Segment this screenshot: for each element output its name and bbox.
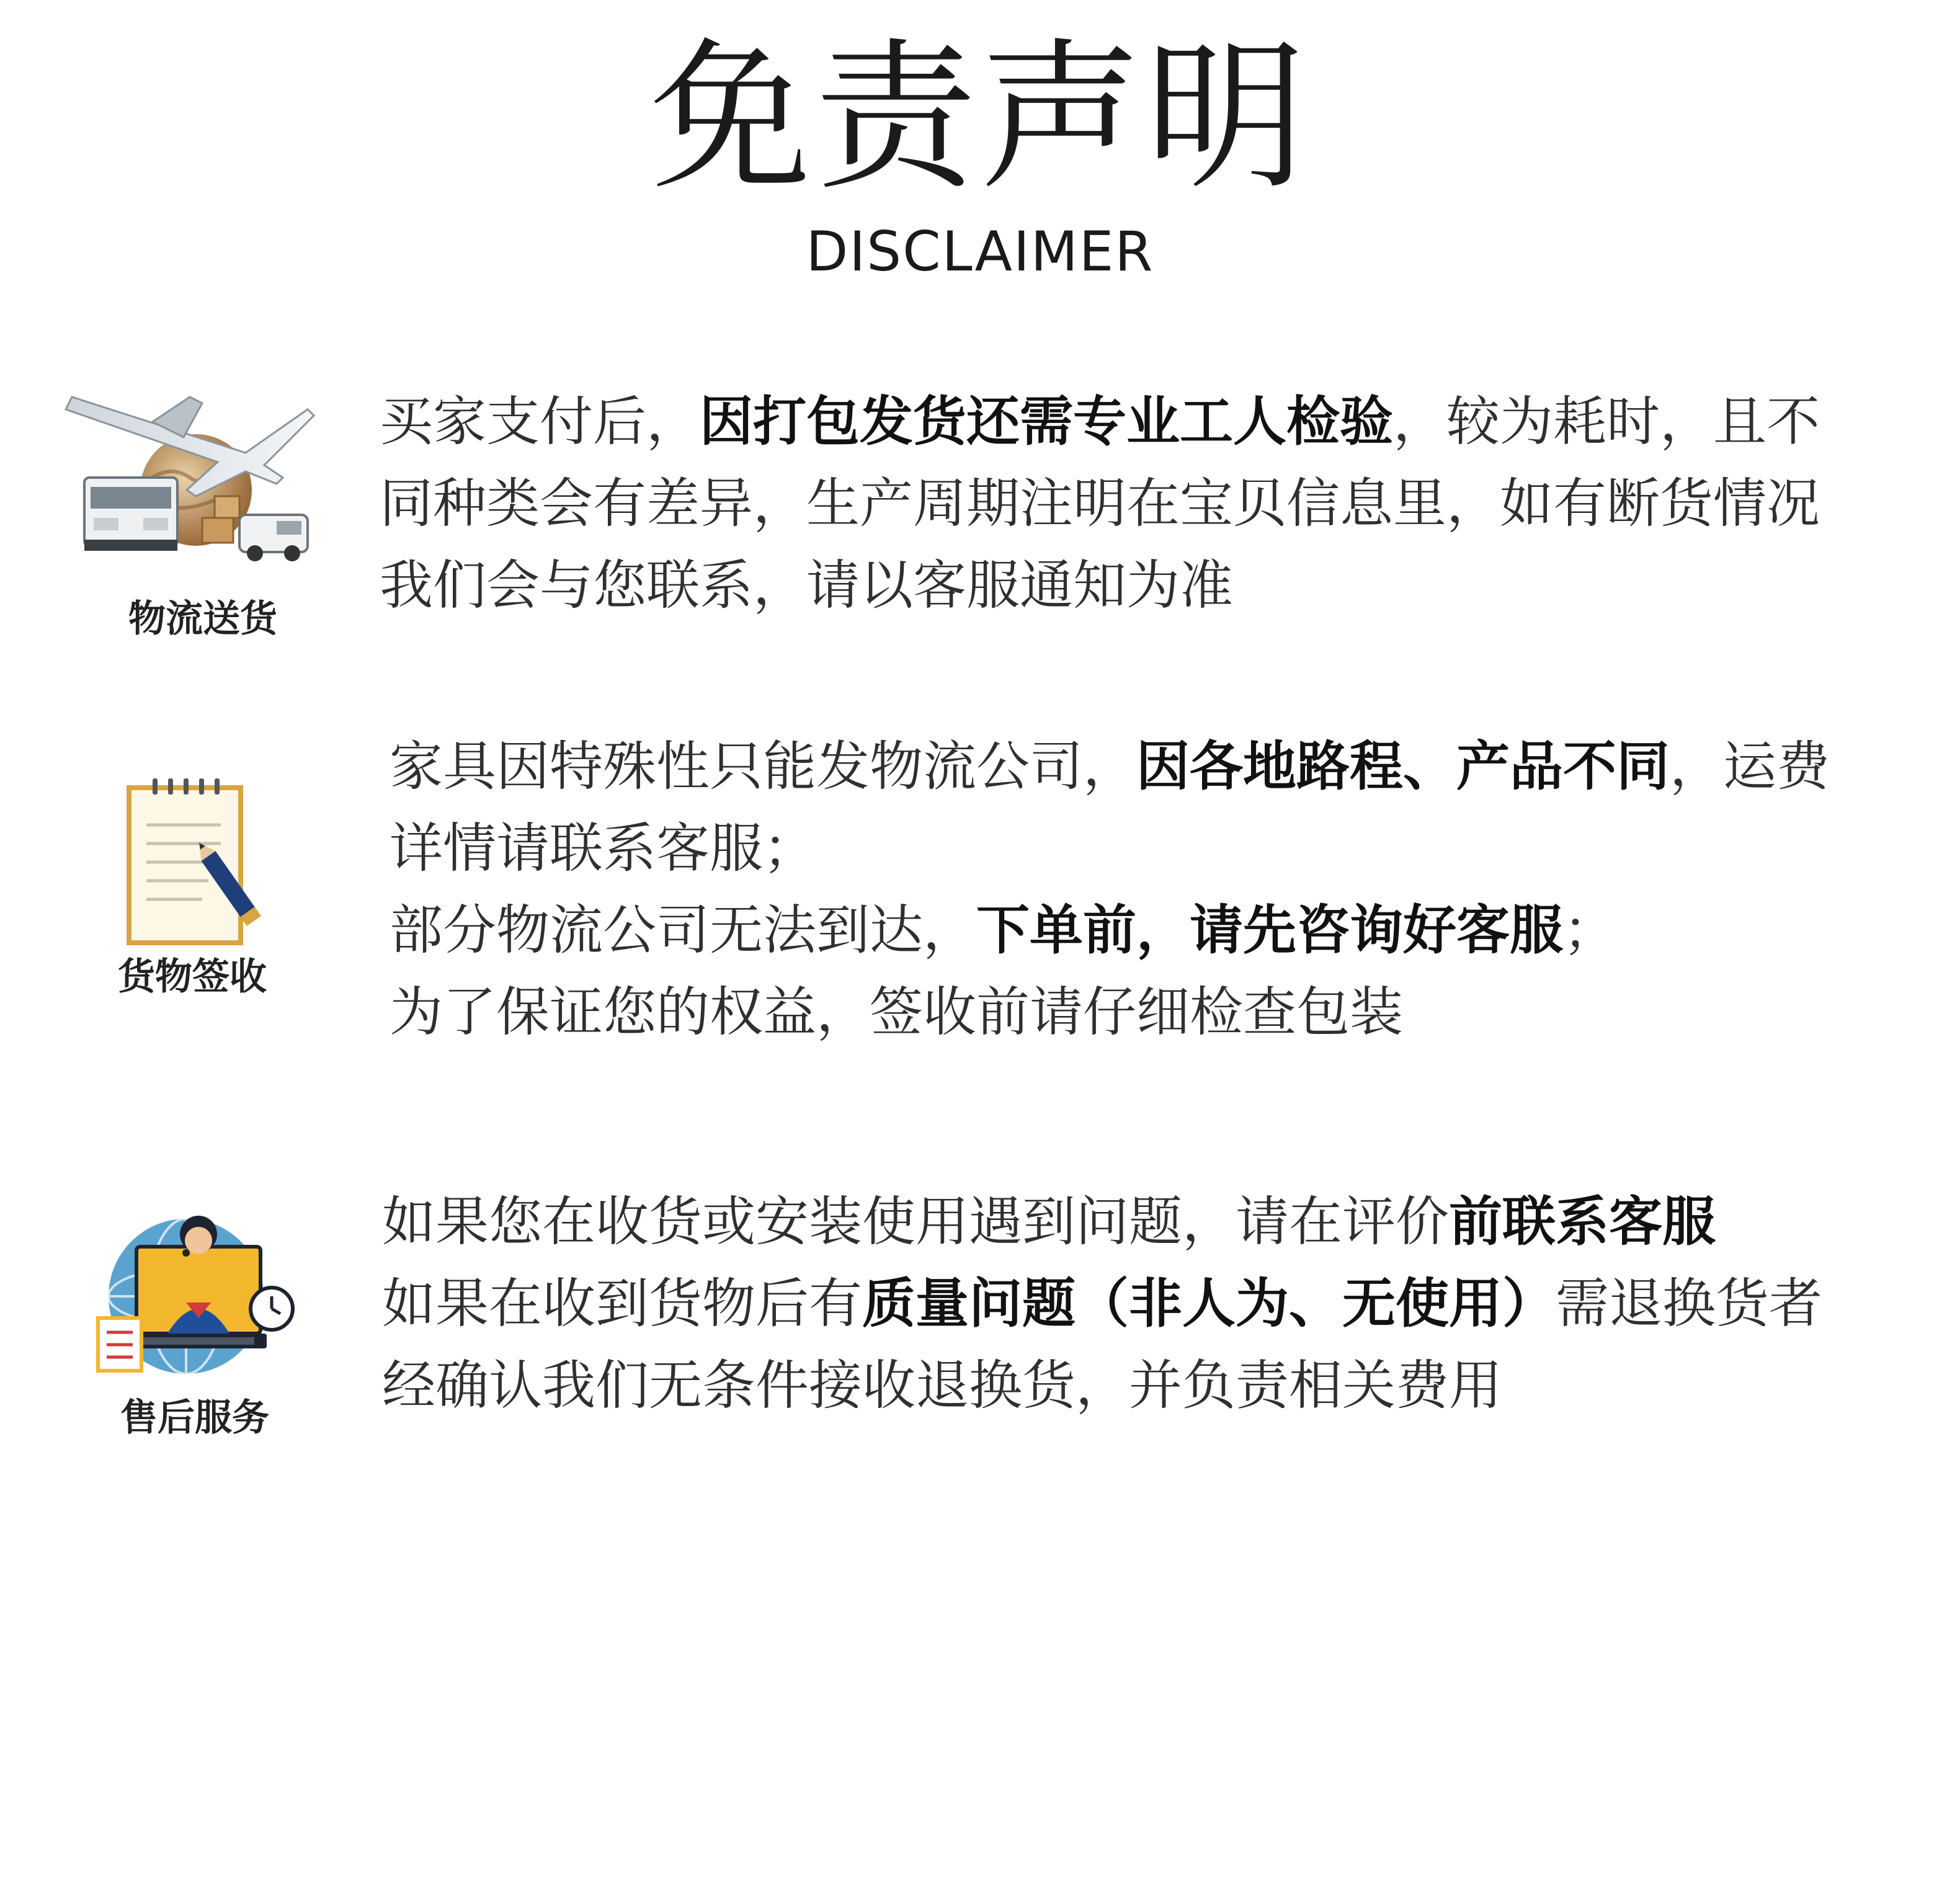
- section-text-receipt: [390, 726, 1830, 1053]
- text-line: 详情请联系客服；: [390, 817, 816, 880]
- text-line: 买家支付后，因打包发货还需专业工人检验，较为耗时，且不: [380, 391, 1820, 453]
- section-text-after-sales: [382, 1181, 1822, 1427]
- text-line: 为了保证您的权益，签收前请仔细检查包装: [390, 981, 1403, 1043]
- text-line: 同种类会有差异，生产周期注明在宝贝信息里，如有断货情况: [380, 473, 1820, 535]
- text-line: 我们会与您联系，请以客服通知为准: [380, 555, 1233, 617]
- customer-service-icon: [93, 1209, 304, 1383]
- text-line: 如果在收到货物后有质量问题（非人为、无使用）需退换货者: [382, 1273, 1822, 1335]
- page-title: 免责声明: [650, 24, 1310, 212]
- notepad-icon: [122, 775, 270, 949]
- text-line: 部分物流公司无法到达，下单前，请先咨询好客服；: [390, 899, 1616, 961]
- text-line: 家具因特殊性只能发物流公司，因各地路程、产品不同，运费: [390, 736, 1830, 798]
- text-line: 经确认我们无条件接收退换货，并负责相关费用: [382, 1355, 1502, 1417]
- page-subtitle: DISCLAIMER: [806, 220, 1154, 283]
- text-line: 如果您在收货或安装使用遇到问题，请在评价前联系客服: [382, 1191, 1716, 1253]
- section-text-logistics: [380, 381, 1820, 626]
- section-label-after-sales: 售后服务: [120, 1396, 269, 1440]
- section-label-logistics: 物流送货: [128, 597, 277, 641]
- logistics-icon: [60, 372, 320, 571]
- section-label-receipt: 货物签收: [118, 955, 267, 999]
